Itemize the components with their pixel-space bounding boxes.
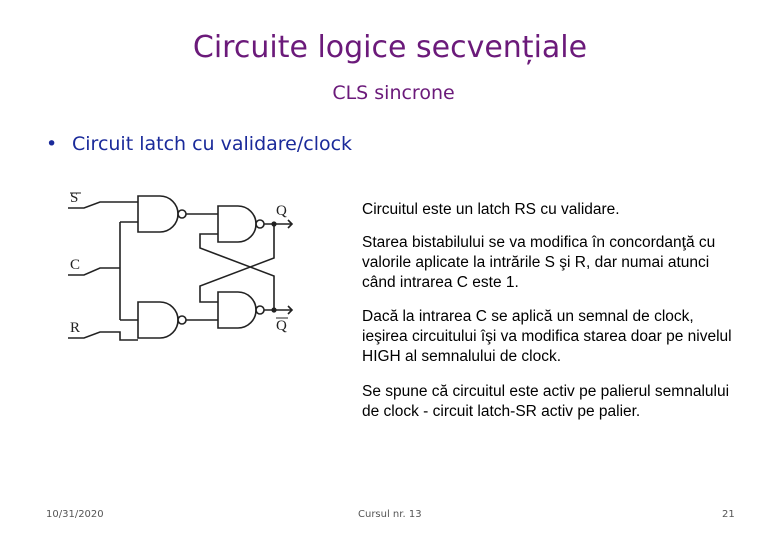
- footer-page-number: 21: [722, 509, 735, 520]
- bullet-item: [46, 133, 352, 155]
- nand-gate-2: [138, 302, 178, 338]
- paragraph-4: Se spune că circuitul este activ pe palierul semnalului de clock - circuit latch-SR activ pe palier.: [362, 383, 730, 420]
- latch-circuit-diagram: [60, 190, 310, 350]
- footer-course: Cursul nr. 13: [358, 509, 422, 520]
- bullet-dot-icon: •: [46, 133, 58, 155]
- label-qbar: Q: [276, 318, 287, 334]
- nand-gate-1: [138, 196, 178, 232]
- nand-gate-4: [218, 292, 256, 328]
- label-c: C: [70, 257, 81, 273]
- slide-title: Circuite logice secvențiale: [192, 30, 588, 65]
- paragraph-1: Circuitul este un latch RS cu validare.: [362, 201, 620, 218]
- nand-gate-3: [218, 206, 256, 242]
- paragraph-2: Starea bistabilului se va modifica în concordanţă cu valorile aplicate la intrările S şi R, dar numai atunci când intrarea C este 1.: [362, 234, 716, 291]
- paragraph-3: Dacă la intrarea C se aplică un semnal de clock, ieşirea circuitului îşi va modifica starea doar pe nivelul HIGH al semnalului de clock.: [362, 308, 732, 365]
- wire-s: [68, 202, 138, 208]
- feedback-wires: [200, 224, 274, 310]
- label-s: S: [70, 190, 79, 206]
- label-q: Q: [276, 203, 287, 219]
- bullet-text: Circuit latch cu validare/clock: [72, 133, 353, 155]
- footer-date: 10/31/2020: [46, 509, 104, 520]
- slide-subtitle: CLS sincrone: [332, 82, 455, 104]
- label-r: R: [70, 320, 81, 336]
